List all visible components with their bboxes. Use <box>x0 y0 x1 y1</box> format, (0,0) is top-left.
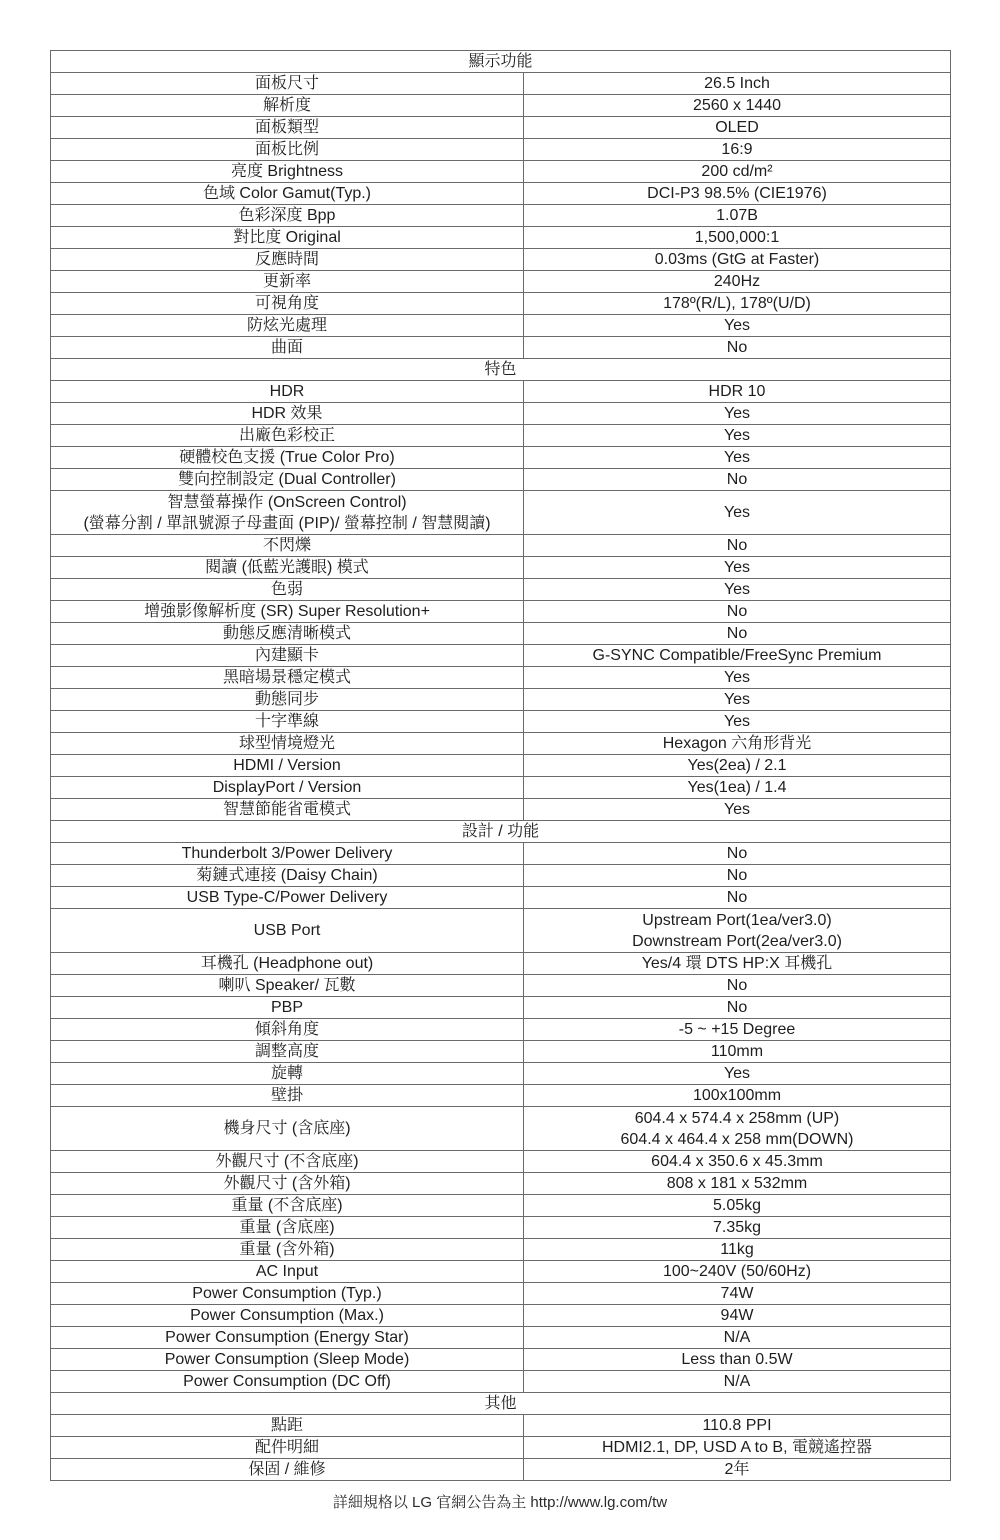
spec-label: HDMI / Version <box>51 755 524 777</box>
spec-row <box>51 205 951 227</box>
spec-value: 178º(R/L), 178º(U/D) <box>524 293 951 315</box>
spec-label: Power Consumption (Max.) <box>51 1305 524 1327</box>
spec-value: Yes <box>524 689 951 711</box>
spec-label: 色域 Color Gamut(Typ.) <box>51 183 524 205</box>
spec-label: 外觀尺寸 (含外箱) <box>51 1173 524 1195</box>
spec-value <box>524 1107 951 1151</box>
spec-label: 壁掛 <box>51 1085 524 1107</box>
spec-label: DisplayPort / Version <box>51 777 524 799</box>
section-header <box>51 821 951 843</box>
spec-row <box>51 1239 951 1261</box>
footer-note: 詳細規格以 LG 官網公告為主 http://www.lg.com/tw <box>332 1494 668 1511</box>
spec-label: Power Consumption (Energy Star) <box>51 1327 524 1349</box>
spec-value: 5.05kg <box>524 1195 951 1217</box>
spec-label: 面板尺寸 <box>51 73 524 95</box>
spec-label: 動態同步 <box>51 689 524 711</box>
spec-value: 2年 <box>524 1459 951 1481</box>
spec-label: HDR <box>51 381 524 403</box>
spec-row <box>51 1217 951 1239</box>
spec-row <box>51 293 951 315</box>
spec-value: HDMI2.1, DP, USD A to B, 電競遙控器 <box>524 1437 951 1459</box>
spec-value: Yes <box>524 711 951 733</box>
spec-row <box>51 1107 951 1151</box>
section-header <box>51 51 951 73</box>
spec-label: 耳機孔 (Headphone out) <box>51 953 524 975</box>
spec-label: 防炫光處理 <box>51 315 524 337</box>
spec-label: 球型情境燈光 <box>51 733 524 755</box>
spec-row <box>51 315 951 337</box>
spec-value: DCI-P3 98.5% (CIE1976) <box>524 183 951 205</box>
spec-row <box>51 865 951 887</box>
spec-table <box>50 50 951 1481</box>
spec-label: 智慧節能省電模式 <box>51 799 524 821</box>
spec-value: No <box>524 337 951 359</box>
spec-row <box>51 1041 951 1063</box>
spec-row <box>51 183 951 205</box>
spec-value: 110mm <box>524 1041 951 1063</box>
spec-label: Power Consumption (Sleep Mode) <box>51 1349 524 1371</box>
spec-value: Yes/4 環 DTS HP:X 耳機孔 <box>524 953 951 975</box>
spec-row <box>51 733 951 755</box>
spec-value: Yes <box>524 579 951 601</box>
spec-value: 240Hz <box>524 271 951 293</box>
spec-label: 喇叭 Speaker/ 瓦數 <box>51 975 524 997</box>
spec-value: Yes <box>524 425 951 447</box>
spec-label: 機身尺寸 (含底座) <box>51 1107 524 1151</box>
spec-value: 0.03ms (GtG at Faster) <box>524 249 951 271</box>
spec-value: Yes <box>524 491 951 535</box>
spec-row <box>51 337 951 359</box>
spec-value: 604.4 x 350.6 x 45.3mm <box>524 1151 951 1173</box>
spec-row <box>51 447 951 469</box>
spec-label: 硬體校色支援 (True Color Pro) <box>51 447 524 469</box>
spec-row <box>51 975 951 997</box>
spec-row <box>51 1173 951 1195</box>
spec-label: USB Port <box>51 909 524 953</box>
spec-value: 16:9 <box>524 139 951 161</box>
spec-value: No <box>524 535 951 557</box>
spec-value: Yes <box>524 799 951 821</box>
spec-row <box>51 381 951 403</box>
spec-row <box>51 1437 951 1459</box>
spec-row <box>51 557 951 579</box>
spec-label: 面板類型 <box>51 117 524 139</box>
spec-label: 曲面 <box>51 337 524 359</box>
section-title: 設計 / 功能 <box>51 821 951 843</box>
spec-label: 點距 <box>51 1415 524 1437</box>
section-title: 特色 <box>51 359 951 381</box>
spec-value: Hexagon 六角形背光 <box>524 733 951 755</box>
spec-value-line: 604.4 x 464.4 x 258 mm(DOWN) <box>620 1130 854 1148</box>
spec-value: HDR 10 <box>524 381 951 403</box>
spec-label: 外觀尺寸 (不含底座) <box>51 1151 524 1173</box>
spec-label: AC Input <box>51 1261 524 1283</box>
spec-label: 菊鏈式連接 (Daisy Chain) <box>51 865 524 887</box>
spec-row <box>51 425 951 447</box>
spec-row <box>51 667 951 689</box>
spec-row <box>51 1151 951 1173</box>
spec-label: 解析度 <box>51 95 524 117</box>
spec-value: Yes <box>524 1063 951 1085</box>
spec-row <box>51 227 951 249</box>
spec-row <box>51 1459 951 1481</box>
spec-row <box>51 887 951 909</box>
spec-value: Yes <box>524 447 951 469</box>
spec-value: 808 x 181 x 532mm <box>524 1173 951 1195</box>
spec-value: 100~240V (50/60Hz) <box>524 1261 951 1283</box>
spec-row <box>51 953 951 975</box>
spec-row <box>51 755 951 777</box>
spec-value: No <box>524 623 951 645</box>
spec-label: 更新率 <box>51 271 524 293</box>
spec-row <box>51 1327 951 1349</box>
spec-value: Yes <box>524 403 951 425</box>
spec-row <box>51 579 951 601</box>
spec-value: 94W <box>524 1305 951 1327</box>
spec-label <box>51 491 524 535</box>
spec-label: 十字準線 <box>51 711 524 733</box>
spec-row <box>51 689 951 711</box>
spec-value: 200 cd/m² <box>524 161 951 183</box>
spec-row <box>51 997 951 1019</box>
spec-row <box>51 1261 951 1283</box>
spec-row <box>51 1349 951 1371</box>
spec-row <box>51 491 951 535</box>
spec-value: N/A <box>524 1327 951 1349</box>
spec-value: -5 ~ +15 Degree <box>524 1019 951 1041</box>
spec-value: 100x100mm <box>524 1085 951 1107</box>
spec-row <box>51 95 951 117</box>
spec-value: 26.5 Inch <box>524 73 951 95</box>
spec-value: No <box>524 843 951 865</box>
spec-label: 反應時間 <box>51 249 524 271</box>
spec-value: 1,500,000:1 <box>524 227 951 249</box>
spec-label: 色彩深度 Bpp <box>51 205 524 227</box>
spec-value-line: 604.4 x 574.4 x 258mm (UP) <box>634 1109 840 1127</box>
spec-label: USB Type-C/Power Delivery <box>51 887 524 909</box>
spec-label: 可視角度 <box>51 293 524 315</box>
spec-value: Yes <box>524 557 951 579</box>
spec-row <box>51 1063 951 1085</box>
spec-label: 配件明細 <box>51 1437 524 1459</box>
spec-row <box>51 73 951 95</box>
spec-row <box>51 535 951 557</box>
spec-value: 110.8 PPI <box>524 1415 951 1437</box>
spec-value: G-SYNC Compatible/FreeSync Premium <box>524 645 951 667</box>
spec-row <box>51 249 951 271</box>
spec-value-line: Upstream Port(1ea/ver3.0) <box>642 911 832 929</box>
spec-row <box>51 1371 951 1393</box>
spec-label: 黑暗場景穩定模式 <box>51 667 524 689</box>
spec-value: No <box>524 997 951 1019</box>
section-header <box>51 1393 951 1415</box>
spec-row <box>51 403 951 425</box>
spec-value: No <box>524 865 951 887</box>
spec-value: 1.07B <box>524 205 951 227</box>
spec-label: 增強影像解析度 (SR) Super Resolution+ <box>51 601 524 623</box>
spec-value: 7.35kg <box>524 1217 951 1239</box>
spec-value: No <box>524 975 951 997</box>
spec-label: 調整高度 <box>51 1041 524 1063</box>
spec-row <box>51 623 951 645</box>
spec-row <box>51 777 951 799</box>
spec-row <box>51 117 951 139</box>
spec-label: PBP <box>51 997 524 1019</box>
spec-label: HDR 效果 <box>51 403 524 425</box>
spec-value: Yes <box>524 667 951 689</box>
spec-label: 出廠色彩校正 <box>51 425 524 447</box>
spec-row <box>51 1415 951 1437</box>
spec-row <box>51 139 951 161</box>
spec-value: 2560 x 1440 <box>524 95 951 117</box>
spec-label: 色弱 <box>51 579 524 601</box>
section-title: 顯示功能 <box>51 51 951 73</box>
spec-row <box>51 1085 951 1107</box>
spec-value: No <box>524 887 951 909</box>
spec-value: 11kg <box>524 1239 951 1261</box>
spec-value: Yes(2ea) / 2.1 <box>524 755 951 777</box>
spec-label: 內建顯卡 <box>51 645 524 667</box>
spec-row <box>51 843 951 865</box>
spec-row <box>51 1019 951 1041</box>
spec-label: 動態反應清晰模式 <box>51 623 524 645</box>
section-title: 其他 <box>51 1393 951 1415</box>
spec-label: 保固 / 維修 <box>51 1459 524 1481</box>
section-header <box>51 359 951 381</box>
spec-label: 重量 (含外箱) <box>51 1239 524 1261</box>
spec-value: Yes(1ea) / 1.4 <box>524 777 951 799</box>
spec-row <box>51 645 951 667</box>
spec-label: 不閃爍 <box>51 535 524 557</box>
spec-row <box>51 1305 951 1327</box>
spec-label: 雙向控制設定 (Dual Controller) <box>51 469 524 491</box>
spec-value: No <box>524 469 951 491</box>
spec-label-line: (螢幕分割 / 單訊號源子母畫面 (PIP)/ 螢幕控制 / 智慧閱讀) <box>83 514 491 532</box>
spec-row <box>51 601 951 623</box>
spec-value-line: Downstream Port(2ea/ver3.0) <box>632 932 842 950</box>
spec-label: 面板比例 <box>51 139 524 161</box>
spec-label: 旋轉 <box>51 1063 524 1085</box>
spec-label: 對比度 Original <box>51 227 524 249</box>
spec-value: 74W <box>524 1283 951 1305</box>
spec-label: 重量 (含底座) <box>51 1217 524 1239</box>
spec-row <box>51 711 951 733</box>
spec-label: 閱讀 (低藍光護眼) 模式 <box>51 557 524 579</box>
spec-row <box>51 161 951 183</box>
spec-label-line: 智慧螢幕操作 (OnScreen Control) <box>167 493 407 511</box>
spec-row <box>51 469 951 491</box>
spec-label: 傾斜角度 <box>51 1019 524 1041</box>
spec-label: Power Consumption (DC Off) <box>51 1371 524 1393</box>
spec-row <box>51 909 951 953</box>
spec-label: Thunderbolt 3/Power Delivery <box>51 843 524 865</box>
spec-label: 重量 (不含底座) <box>51 1195 524 1217</box>
spec-value <box>524 909 951 953</box>
spec-row <box>51 1195 951 1217</box>
spec-row <box>51 1283 951 1305</box>
spec-value: N/A <box>524 1371 951 1393</box>
spec-value: OLED <box>524 117 951 139</box>
spec-label: Power Consumption (Typ.) <box>51 1283 524 1305</box>
spec-value: Yes <box>524 315 951 337</box>
spec-label: 亮度 Brightness <box>51 161 524 183</box>
spec-row <box>51 271 951 293</box>
spec-value: No <box>524 601 951 623</box>
spec-value: Less than 0.5W <box>524 1349 951 1371</box>
spec-row <box>51 799 951 821</box>
